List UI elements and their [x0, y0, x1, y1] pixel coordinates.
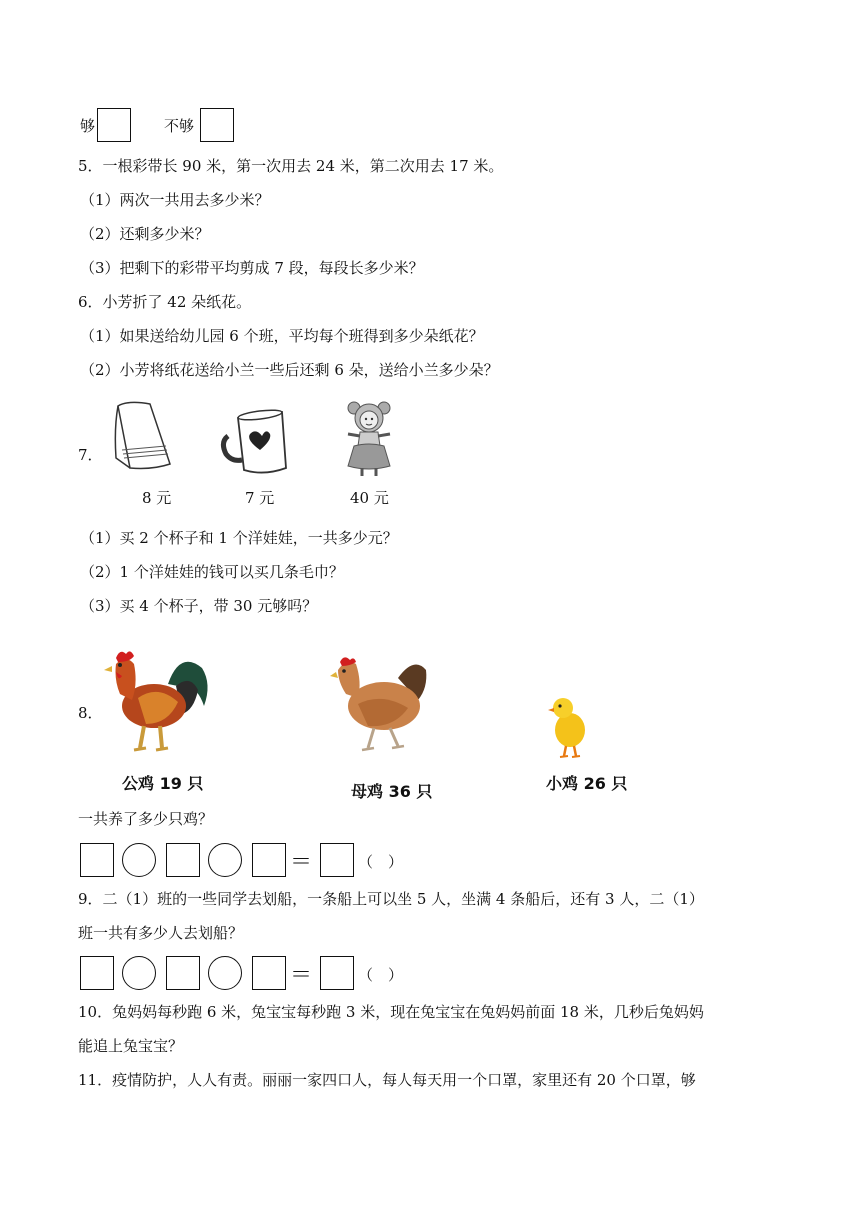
q9-operand2-box[interactable]	[166, 956, 200, 990]
q8-unit-parens[interactable]: （ ）	[358, 853, 404, 871]
q8-operand2-box[interactable]	[166, 843, 200, 877]
towel-icon	[108, 398, 178, 482]
q9-equation-row	[80, 956, 420, 992]
option-not-enough	[164, 116, 194, 136]
q9-line2: 班一共有多少人去划船？	[78, 924, 244, 942]
option-not-enough-label: 不够	[164, 117, 195, 135]
q8-operator1-circle[interactable]	[122, 843, 156, 877]
q6-part1: （1）如果送给幼儿园 6 个班，平均每个班得到多少朵纸花？	[80, 327, 484, 345]
q7-part2: （2）1 个洋娃娃的钱可以买几条毛巾？	[80, 563, 344, 581]
q5-part1: （1）两次一共用去多少米？	[80, 191, 270, 209]
q10-line2: 能追上兔宝宝？	[78, 1037, 184, 1055]
q5-stem: 5．一根彩带长 90 米，第一次用去 24 米，第二次用去 17 米。	[78, 157, 504, 175]
q11-line1: 11．疫情防护，人人有责。丽丽一家四口人，每人每天用一个口罩，家里还有 20 个口罩，够	[78, 1071, 696, 1089]
q9-result-box[interactable]	[320, 956, 354, 990]
q8-operand1-box[interactable]	[80, 843, 114, 877]
q7-part3: （3）买 4 个杯子，带 30 元够吗？	[80, 597, 318, 615]
doll-price: 40 元	[350, 489, 389, 507]
chick-label: 小鸡 26 只	[546, 774, 628, 793]
q9-operator1-circle[interactable]	[122, 956, 156, 990]
q8-equation-row	[80, 843, 420, 879]
q7-part1: （1）买 2 个杯子和 1 个洋娃娃，一共多少元？	[80, 529, 398, 547]
q5-part2: （2）还剩多少米？	[80, 225, 210, 243]
q8-question: 一共养了多少只鸡？	[78, 810, 214, 828]
hen-icon	[328, 648, 432, 762]
q8-operator2-circle[interactable]	[208, 843, 242, 877]
towel-price: 8 元	[142, 489, 172, 507]
answer-box-enough[interactable]	[97, 108, 131, 142]
q8-equals-sign: ＝	[290, 850, 313, 875]
q9-equals-sign: ＝	[290, 963, 313, 988]
rooster-label: 公鸡 19 只	[122, 774, 204, 793]
q6-stem: 6．小芳折了 42 朵纸花。	[78, 293, 252, 311]
q9-operand1-box[interactable]	[80, 956, 114, 990]
chick-icon	[548, 692, 588, 766]
q9-unit-parens[interactable]: （ ）	[358, 966, 404, 984]
q9-operand3-box[interactable]	[252, 956, 286, 990]
q8-operand3-box[interactable]	[252, 843, 286, 877]
option-enough-label: 够	[80, 117, 96, 135]
q7-number: 7．	[78, 446, 103, 464]
q10-line1: 10．兔妈妈每秒跑 6 米，兔宝宝每秒跑 3 米，现在兔宝宝在兔妈妈前面 18 米，几秒后兔妈妈	[78, 1003, 704, 1021]
q9-operator2-circle[interactable]	[208, 956, 242, 990]
cup-icon	[220, 406, 296, 486]
cup-price: 7 元	[245, 489, 275, 507]
q8-result-box[interactable]	[320, 843, 354, 877]
q9-line1: 9．二（1）班的一些同学去划船，一条船上可以坐 5 人，坐满 4 条船后，还有 3 人，二（1）	[78, 890, 704, 908]
q5-part3: （3）把剩下的彩带平均剪成 7 段，每段长多少米？	[80, 259, 424, 277]
answer-options-row	[80, 116, 95, 136]
q6-part2: （2）小芳将纸花送给小兰一些后还剩 6 朵，送给小兰多少朵？	[80, 361, 499, 379]
answer-box-not-enough[interactable]	[200, 108, 234, 142]
q8-number: 8．	[78, 704, 103, 722]
rooster-icon	[98, 644, 214, 764]
doll-icon	[340, 398, 398, 482]
hen-label: 母鸡 36 只	[351, 782, 433, 801]
